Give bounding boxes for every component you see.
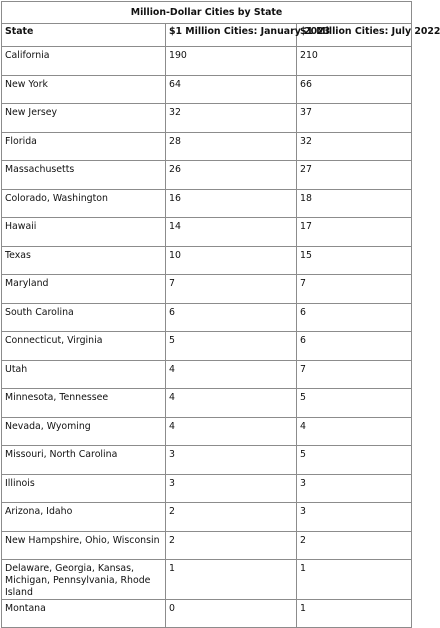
state-cell: Connecticut, Virginia <box>2 332 166 361</box>
million-dollar-cities-table <box>1 1 440 628</box>
table-row <box>2 189 412 218</box>
january-2023-cell: 2 <box>166 503 297 532</box>
january-2023-cell: 14 <box>166 218 297 247</box>
table-title: Million-Dollar Cities by State <box>2 2 412 24</box>
state-cell: New Jersey <box>2 104 166 133</box>
january-2023-cell: 16 <box>166 189 297 218</box>
january-2023-cell: 26 <box>166 161 297 190</box>
state-cell: Colorado, Washington <box>2 189 166 218</box>
table-row <box>2 275 412 304</box>
state-cell: Minnesota, Tennessee <box>2 389 166 418</box>
state-cell: Nevada, Wyoming <box>2 417 166 446</box>
state-cell: New York <box>2 75 166 104</box>
header-row <box>2 24 412 47</box>
january-2023-cell: 28 <box>166 132 297 161</box>
table-row <box>2 75 412 104</box>
january-2023-cell: 0 <box>166 600 297 628</box>
january-2023-cell: 32 <box>166 104 297 133</box>
table-row <box>2 531 412 560</box>
january-2023-cell: 4 <box>166 417 297 446</box>
state-cell: Arizona, Idaho <box>2 503 166 532</box>
state-cell: Texas <box>2 246 166 275</box>
july-2022-cell: 1 <box>297 600 412 628</box>
january-2023-cell: 3 <box>166 474 297 503</box>
table-row <box>2 560 412 600</box>
july-2022-cell: 2 <box>297 531 412 560</box>
state-cell: California <box>2 47 166 76</box>
column-header-state: State <box>2 24 166 47</box>
column-header-july-2022: $1 Million Cities: July 2022 <box>297 24 412 47</box>
state-cell: New Hampshire, Ohio, Wisconsin <box>2 531 166 560</box>
january-2023-cell: 4 <box>166 389 297 418</box>
january-2023-cell: 10 <box>166 246 297 275</box>
january-2023-cell: 5 <box>166 332 297 361</box>
table-row <box>2 161 412 190</box>
table-sheet <box>1 1 440 614</box>
state-cell: Massachusetts <box>2 161 166 190</box>
july-2022-cell: 3 <box>297 503 412 532</box>
july-2022-cell: 17 <box>297 218 412 247</box>
table-row <box>2 474 412 503</box>
july-2022-cell: 4 <box>297 417 412 446</box>
july-2022-cell: 6 <box>297 303 412 332</box>
july-2022-cell: 210 <box>297 47 412 76</box>
table-row <box>2 47 412 76</box>
july-2022-cell: 32 <box>297 132 412 161</box>
july-2022-cell: 5 <box>297 389 412 418</box>
july-2022-cell: 5 <box>297 446 412 475</box>
column-header-january-2023: $1 Million Cities: January 2023 <box>166 24 297 47</box>
state-cell: Montana <box>2 600 166 628</box>
state-cell: Hawaii <box>2 218 166 247</box>
state-cell: Florida <box>2 132 166 161</box>
january-2023-cell: 3 <box>166 446 297 475</box>
january-2023-cell: 7 <box>166 275 297 304</box>
july-2022-cell: 1 <box>297 560 412 600</box>
january-2023-cell: 190 <box>166 47 297 76</box>
state-cell: Missouri, North Carolina <box>2 446 166 475</box>
table-row <box>2 417 412 446</box>
table-row <box>2 246 412 275</box>
table-row <box>2 389 412 418</box>
july-2022-cell: 3 <box>297 474 412 503</box>
july-2022-cell: 7 <box>297 360 412 389</box>
table-row <box>2 104 412 133</box>
july-2022-cell: 15 <box>297 246 412 275</box>
state-cell: Illinois <box>2 474 166 503</box>
january-2023-cell: 6 <box>166 303 297 332</box>
january-2023-cell: 64 <box>166 75 297 104</box>
table-row <box>2 303 412 332</box>
table-body <box>2 47 412 628</box>
state-cell: Maryland <box>2 275 166 304</box>
july-2022-cell: 7 <box>297 275 412 304</box>
table-row <box>2 446 412 475</box>
state-cell: Delaware, Georgia, Kansas, Michigan, Pennsylvania, Rhode Island <box>2 560 166 600</box>
january-2023-cell: 2 <box>166 531 297 560</box>
january-2023-cell: 4 <box>166 360 297 389</box>
table-row <box>2 503 412 532</box>
table-row <box>2 132 412 161</box>
table-row <box>2 360 412 389</box>
july-2022-cell: 6 <box>297 332 412 361</box>
state-cell: Utah <box>2 360 166 389</box>
july-2022-cell: 18 <box>297 189 412 218</box>
table-row <box>2 332 412 361</box>
july-2022-cell: 27 <box>297 161 412 190</box>
january-2023-cell: 1 <box>166 560 297 600</box>
table-row <box>2 600 412 628</box>
state-cell: South Carolina <box>2 303 166 332</box>
july-2022-cell: 66 <box>297 75 412 104</box>
july-2022-cell: 37 <box>297 104 412 133</box>
table-row <box>2 218 412 247</box>
